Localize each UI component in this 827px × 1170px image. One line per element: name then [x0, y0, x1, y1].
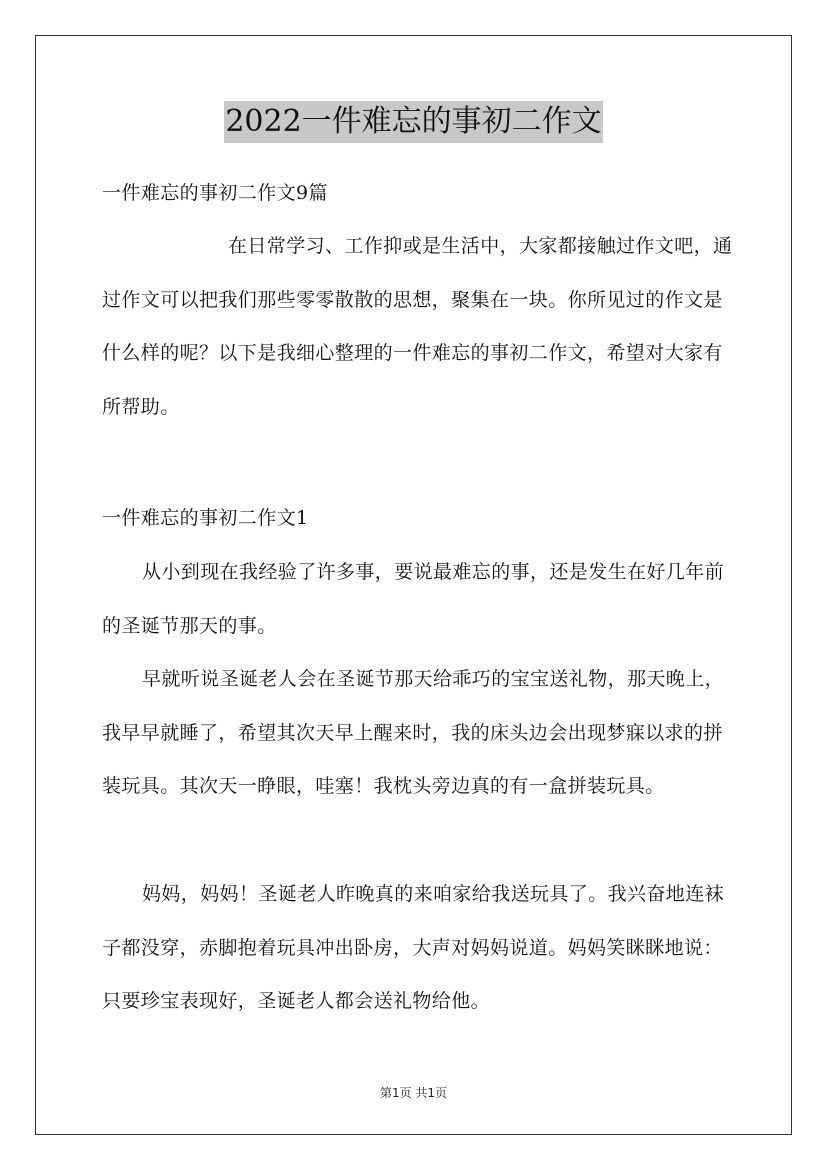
- intro-paragraph: 在日常学习、工作抑或是生活中，大家都接触过作文吧，通过作文可以把我们那些零零散散的思想，聚集在一块。你所见过的作文是什么样的呢？以下是我细心整理的一件难忘的事初二作文，希望对大家有所帮助。: [102, 235, 733, 418]
- page-footer: 第1页 共1页: [379, 1086, 448, 1100]
- title-container: [0, 101, 827, 143]
- body-paragraph-2: 早就听说圣诞老人会在圣诞节那天给乖巧的宝宝送礼物，那天晚上，我早早就睡了，希望其次天早上醒来时，我的床头边会出现梦寐以求的拼装玩具。其次天一睁眼，哇塞！我枕头旁边真的有一盒拼装玩具。: [102, 668, 725, 797]
- document-subtitle: 一件难忘的事初二作文9篇: [102, 182, 328, 204]
- section-heading: 一件难忘的事初二作文1: [102, 507, 309, 529]
- body-paragraph-1: 从小到现在我经验了许多事，要说最难忘的事，还是发生在好几年前的圣诞节那天的事。: [102, 561, 725, 637]
- body-paragraph-3: 妈妈，妈妈！圣诞老人昨晚真的来咱家给我送玩具了。我兴奋地连袜子都没穿，赤脚抱着玩具冲出卧房，大声对妈妈说道。妈妈笑眯眯地说：只要珍宝表现好，圣诞老人都会送礼物给他。: [102, 883, 725, 1012]
- document-title: 2022一件难忘的事初二作文: [224, 101, 602, 143]
